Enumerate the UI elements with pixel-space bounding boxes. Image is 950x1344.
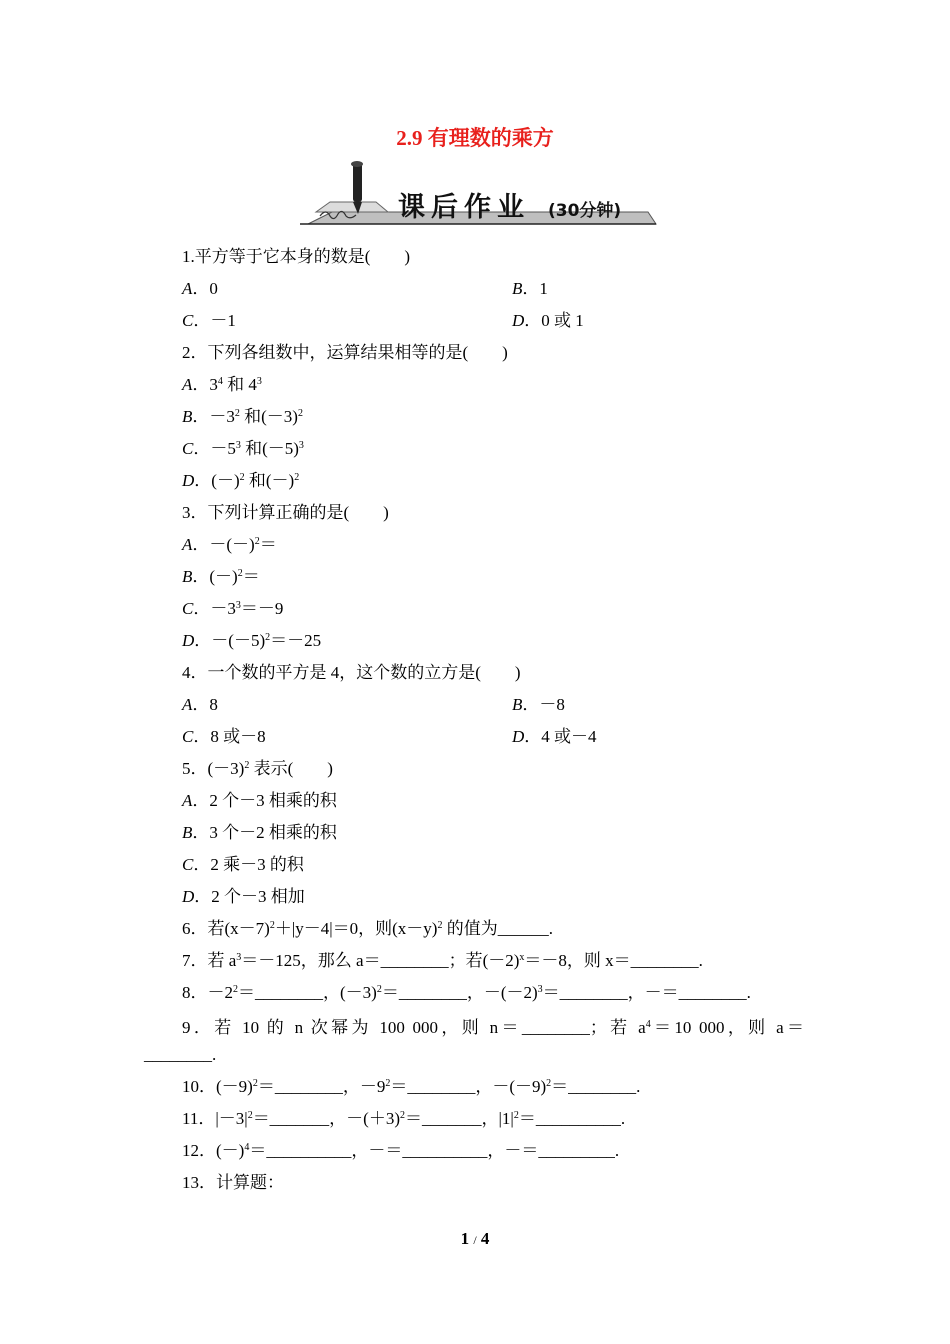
option-text: ．2 个－3 相乘的积 (192, 791, 337, 810)
question-5-stem: 5．$(-3)^2$ 表示( ) (182, 759, 333, 778)
q2-option-b: B．$-3^2$ 和$(-3)^2$ (182, 407, 303, 426)
q1-option-c (182, 311, 236, 331)
q4-option-d (512, 727, 597, 747)
banner-title: 课后作业 (398, 192, 530, 223)
option-text: ．8 或－8 (193, 727, 266, 746)
option-text: ．－8 (522, 695, 565, 714)
current-page: 1 (460, 1229, 470, 1248)
option-letter: B (512, 695, 523, 714)
option-text: ．0 或 1 (524, 311, 584, 330)
question-9-line-2: ________. (144, 1045, 217, 1064)
q2-option-c: C．$-5^3$ 和$(-5)^3$ (182, 439, 304, 458)
q1-option-d (512, 311, 584, 331)
option-letter: C (182, 855, 194, 874)
question-9-line-1: 9．若 10 的 n 次幂为 100 000，则 n＝________；若 $a^4=10$ 000，则 a＝ (182, 1018, 805, 1037)
question-4-stem: 4．一个数的平方是 4，这个数的立方是( ) (182, 663, 521, 682)
q3-option-d: D．$-(-5)^2=-25$ (182, 631, 322, 650)
question-12: 12．$(-)^4=\_\_\_\_\_\_\_\_\_\_$，－＝__________，－＝_________. (182, 1141, 620, 1160)
q3-option-b: B．$(-)^2=$ (182, 567, 260, 586)
option-letter: B (182, 823, 193, 842)
q2-option-d: D．$(-)^2$ 和$(-)^2$ (182, 471, 300, 490)
option-text: ．4 或－4 (524, 727, 597, 746)
option-letter: B (512, 279, 523, 298)
option-text: ．2 乘－3 的积 (193, 855, 304, 874)
q2-option-a: A．$3^4$ 和 $4^3$ (182, 375, 262, 394)
q4-option-b (512, 695, 565, 715)
question-11: 11．$|-3|^2=\_\_\_\_\_\_\_$，$-(+3)^2=\_\_\_\_\_\_\_$，$|1|^2=\_\_\_\_\_\_\_\_\_\_$. (182, 1109, 626, 1128)
q4-option-a (182, 695, 218, 715)
question-10: 10．$(-9)^2=\_\_\_\_\_\_\_\_$，$-9^2=\_\_\_\_\_\_\_\_$，$-(-9)^2=\_\_\_\_\_\_\_\_$. (182, 1077, 641, 1096)
option-letter: D (182, 887, 195, 906)
option-letter: A (182, 279, 193, 298)
q3-option-a: A．$-(-)^2=$ (182, 535, 277, 554)
question-6: 6．若$(x-7)^2+|y-4|=0$，则$(x-y)^2$ 的值为______. (182, 919, 553, 938)
q5-option-b (182, 823, 337, 843)
q1-option-b (512, 279, 548, 299)
q5-option-c (182, 855, 304, 875)
banner-subtitle: (30分钟) (548, 201, 622, 221)
option-text: ．3 个－2 相乘的积 (192, 823, 337, 842)
option-text: ．8 (192, 695, 218, 714)
option-text: ．1 (522, 279, 548, 298)
q5-option-a (182, 791, 337, 811)
page-title: 2.9 有理数的乘方 (396, 126, 554, 150)
q1-option-a (182, 279, 218, 299)
q5-option-d (182, 887, 305, 907)
question-13: 13．计算题： (182, 1173, 284, 1192)
option-letter: A (182, 791, 193, 810)
page-separator: / (473, 1233, 477, 1247)
option-letter: A (182, 695, 193, 714)
question-8: 8．$-2^2=\_\_\_\_\_\_\_\_$，$(-3)^2=\_\_\_\_\_\_\_\_$，$-(-2)^3=\_\_\_\_\_\_\_\_$，－＝________. (182, 983, 751, 1002)
question-1-stem: 1.平方等于它本身的数是( ) (182, 247, 411, 266)
total-pages: 4 (480, 1229, 490, 1248)
option-text: ．－1 (193, 311, 236, 330)
question-2-stem: 2．下列各组数中，运算结果相等的是( ) (182, 343, 508, 362)
page-number (0, 1229, 950, 1249)
question-3-stem: 3．下列计算正确的是( ) (182, 503, 389, 522)
question-7: 7．若 $a^3=-125$，那么 a＝________；若$(-2)^x=-8$，则 x＝________. (182, 951, 703, 970)
option-letter: C (182, 727, 194, 746)
option-letter: D (512, 311, 525, 330)
option-letter: C (182, 311, 194, 330)
q4-option-c (182, 727, 266, 747)
option-text: ．2 个－3 相加 (194, 887, 305, 906)
q3-option-c: C．$-3^3=-9$ (182, 599, 284, 618)
option-text: ．0 (192, 279, 218, 298)
option-letter: D (512, 727, 525, 746)
